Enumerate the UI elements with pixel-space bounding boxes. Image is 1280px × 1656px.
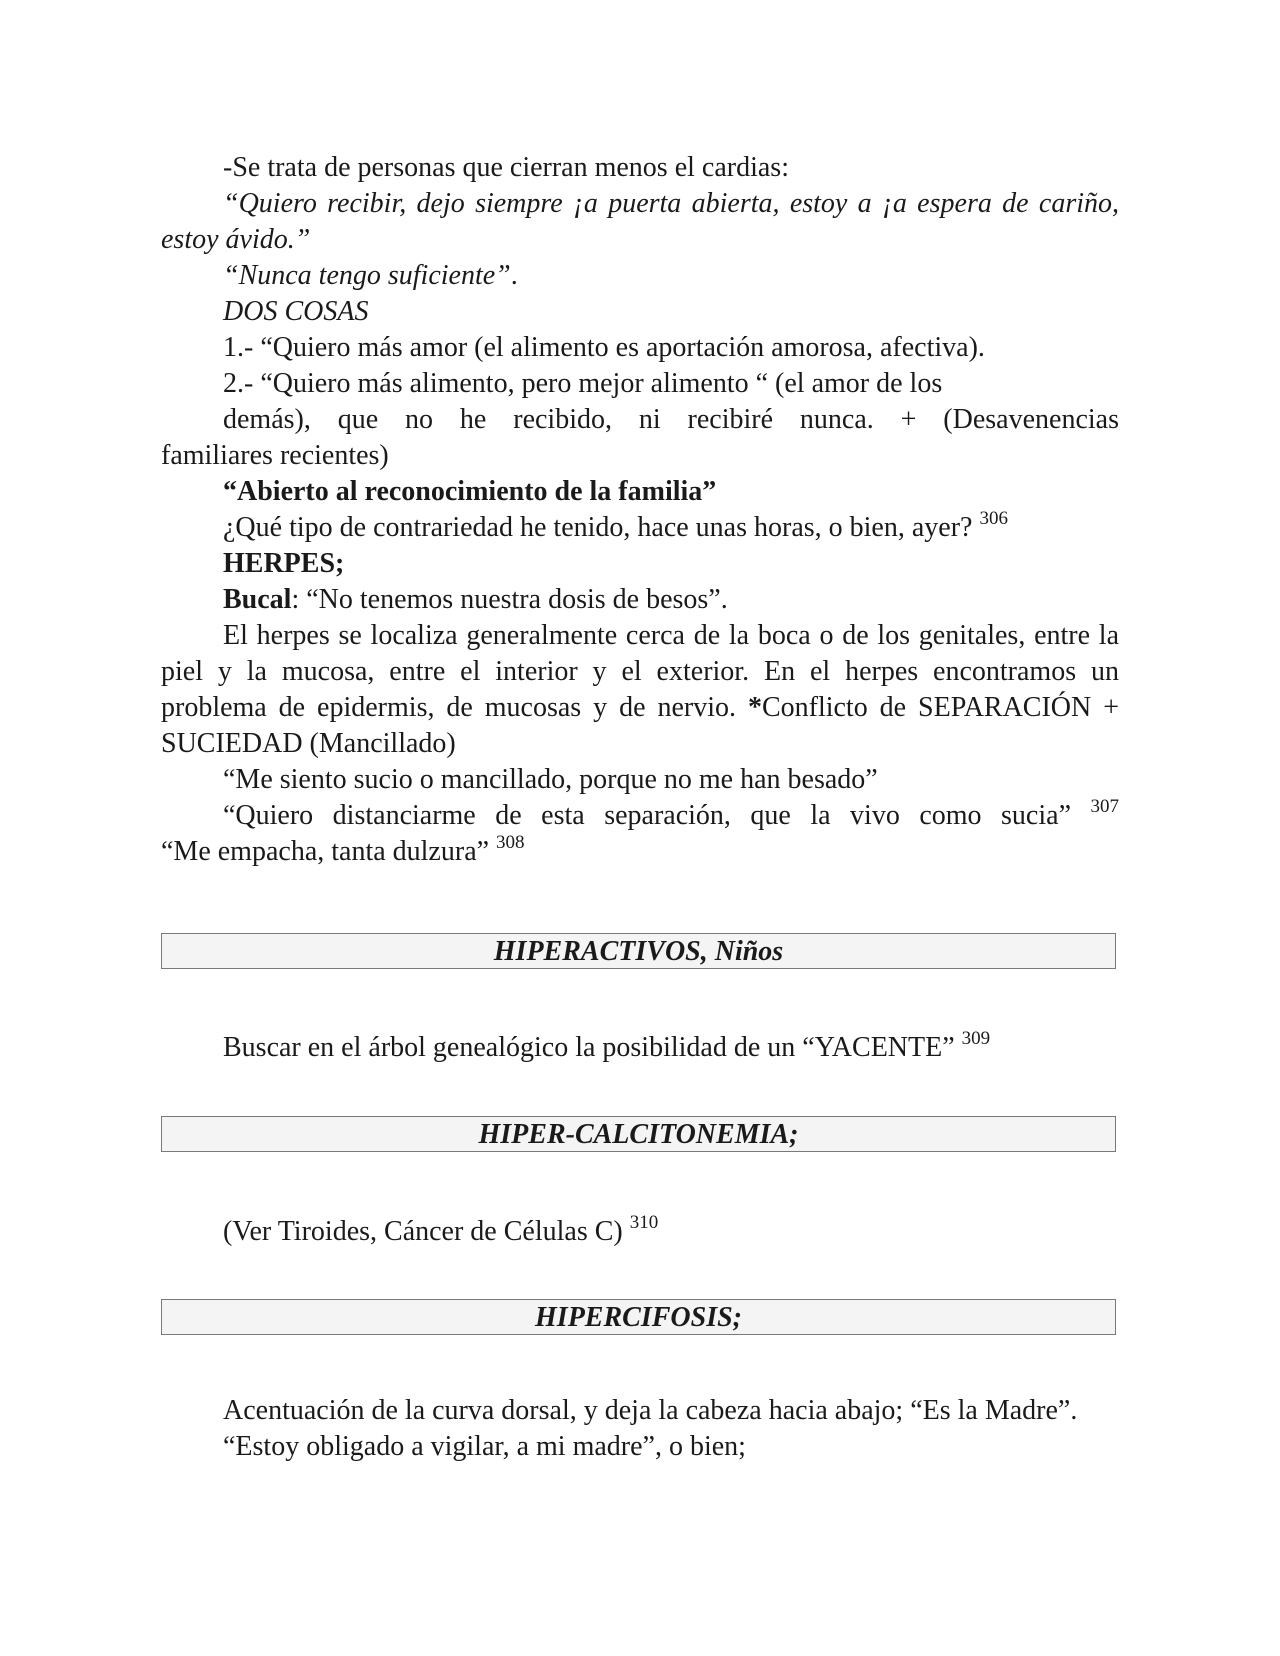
- footnote-ref: 306: [979, 507, 1008, 529]
- quote-text: “Quiero recibir, dejo siempre ¡a puerta abierta, estoy a ¡a espera de cariño, estoy ávido.”: [161, 188, 1119, 255]
- paragraph-text: -Se trata de personas que cierran menos el cardias:: [223, 152, 789, 183]
- subheading-text: DOS COSAS: [223, 296, 369, 327]
- subheading: [161, 294, 1119, 330]
- document-body: [161, 150, 1119, 870]
- term-heading: [161, 546, 1119, 582]
- bold-quote-text: “Abierto al reconocimiento de la familia”: [223, 476, 717, 507]
- paragraph-text: Acentuación de la curva dorsal, y deja la cabeza hacia abajo; “Es la Madre”.: [223, 1395, 1078, 1426]
- list-item-text: demás), que no he recibido, ni recibiré nunca. + (Desavenencias: [223, 404, 1119, 435]
- paragraph-text: Buscar en el árbol genealógico la posibilidad de un “YACENTE”: [223, 1032, 955, 1063]
- paragraph-text: “Me siento sucio o mancillado, porque no me han besado”: [223, 764, 878, 795]
- list-item: [161, 330, 1119, 366]
- paragraph: [161, 1393, 1119, 1429]
- footnote-ref: 310: [629, 1211, 659, 1233]
- list-item-continuation: [161, 438, 1119, 474]
- section-heading-text: HIPERACTIVOS, Niños: [493, 936, 784, 967]
- section-heading: [161, 1116, 1116, 1152]
- footnote-ref: 308: [496, 831, 525, 853]
- section-heading: [161, 1299, 1116, 1335]
- list-item-text: 1.- “Quiero más amor (el alimento es aportación amorosa, afectiva).: [223, 332, 985, 363]
- paragraph: [161, 795, 1120, 834]
- asterisk: *: [747, 692, 762, 723]
- section-heading-text: HIPERCIFOSIS;: [535, 1302, 742, 1333]
- list-item-text: 2.- “Quiero más alimento, pero mejor alimento “ (el amor de los: [223, 368, 943, 399]
- section-heading: [161, 933, 1116, 969]
- quote-text: “Nunca tengo suficiente”: [223, 260, 511, 291]
- paragraph: [161, 762, 1119, 798]
- paragraph-text: : “No tenemos nuestra dosis de besos”.: [291, 584, 728, 615]
- term-heading-text: HERPES;: [223, 548, 345, 579]
- footnote-ref: 309: [961, 1027, 991, 1049]
- bold-term: Bucal: [223, 584, 292, 615]
- list-item: [161, 366, 1119, 402]
- document-body-end: [161, 1393, 1119, 1465]
- quote-paragraph: [161, 186, 1119, 258]
- list-item-text: familiares recientes): [161, 440, 389, 471]
- list-item-continuation: [161, 402, 1119, 438]
- bold-quote: [161, 474, 1119, 510]
- paragraph: [161, 582, 1119, 618]
- paragraph: [161, 507, 1119, 546]
- paragraph: [161, 618, 1119, 762]
- paragraph: [161, 1429, 1119, 1465]
- paragraph: [161, 1027, 1119, 1066]
- paragraph-text: “Me empacha, tanta dulzura”: [161, 836, 490, 867]
- paragraph-text: “Quiero distanciarme de esta separación, que la vivo como sucia”: [223, 800, 1071, 831]
- paragraph: [161, 1211, 1119, 1250]
- paragraph-text: Conflicto de SEPARACIÓN + SUCIEDAD (Mancillado): [161, 692, 1119, 759]
- punctuation: .: [510, 260, 518, 291]
- paragraph-text: (Ver Tiroides, Cáncer de Células C): [223, 1216, 623, 1247]
- quote-paragraph: [161, 258, 1119, 294]
- paragraph-text: El herpes se localiza generalmente cerca de la boca o de los genitales, entre la piel y la mucosa, entre el interior y el exterior. En el herpes encontramos un problema de epidermis, de mucosas y de nervio.: [161, 620, 1119, 723]
- footnote-ref: 307: [1090, 795, 1120, 817]
- paragraph-text: “Estoy obligado a vigilar, a mi madre”, o bien;: [223, 1431, 746, 1462]
- section-heading-text: HIPER-CALCITONEMIA;: [478, 1119, 799, 1150]
- paragraph-text: ¿Qué tipo de contrariedad he tenido, hace unas horas, o bien, ayer?: [223, 512, 973, 543]
- paragraph: [161, 150, 1119, 186]
- paragraph: [161, 831, 1119, 870]
